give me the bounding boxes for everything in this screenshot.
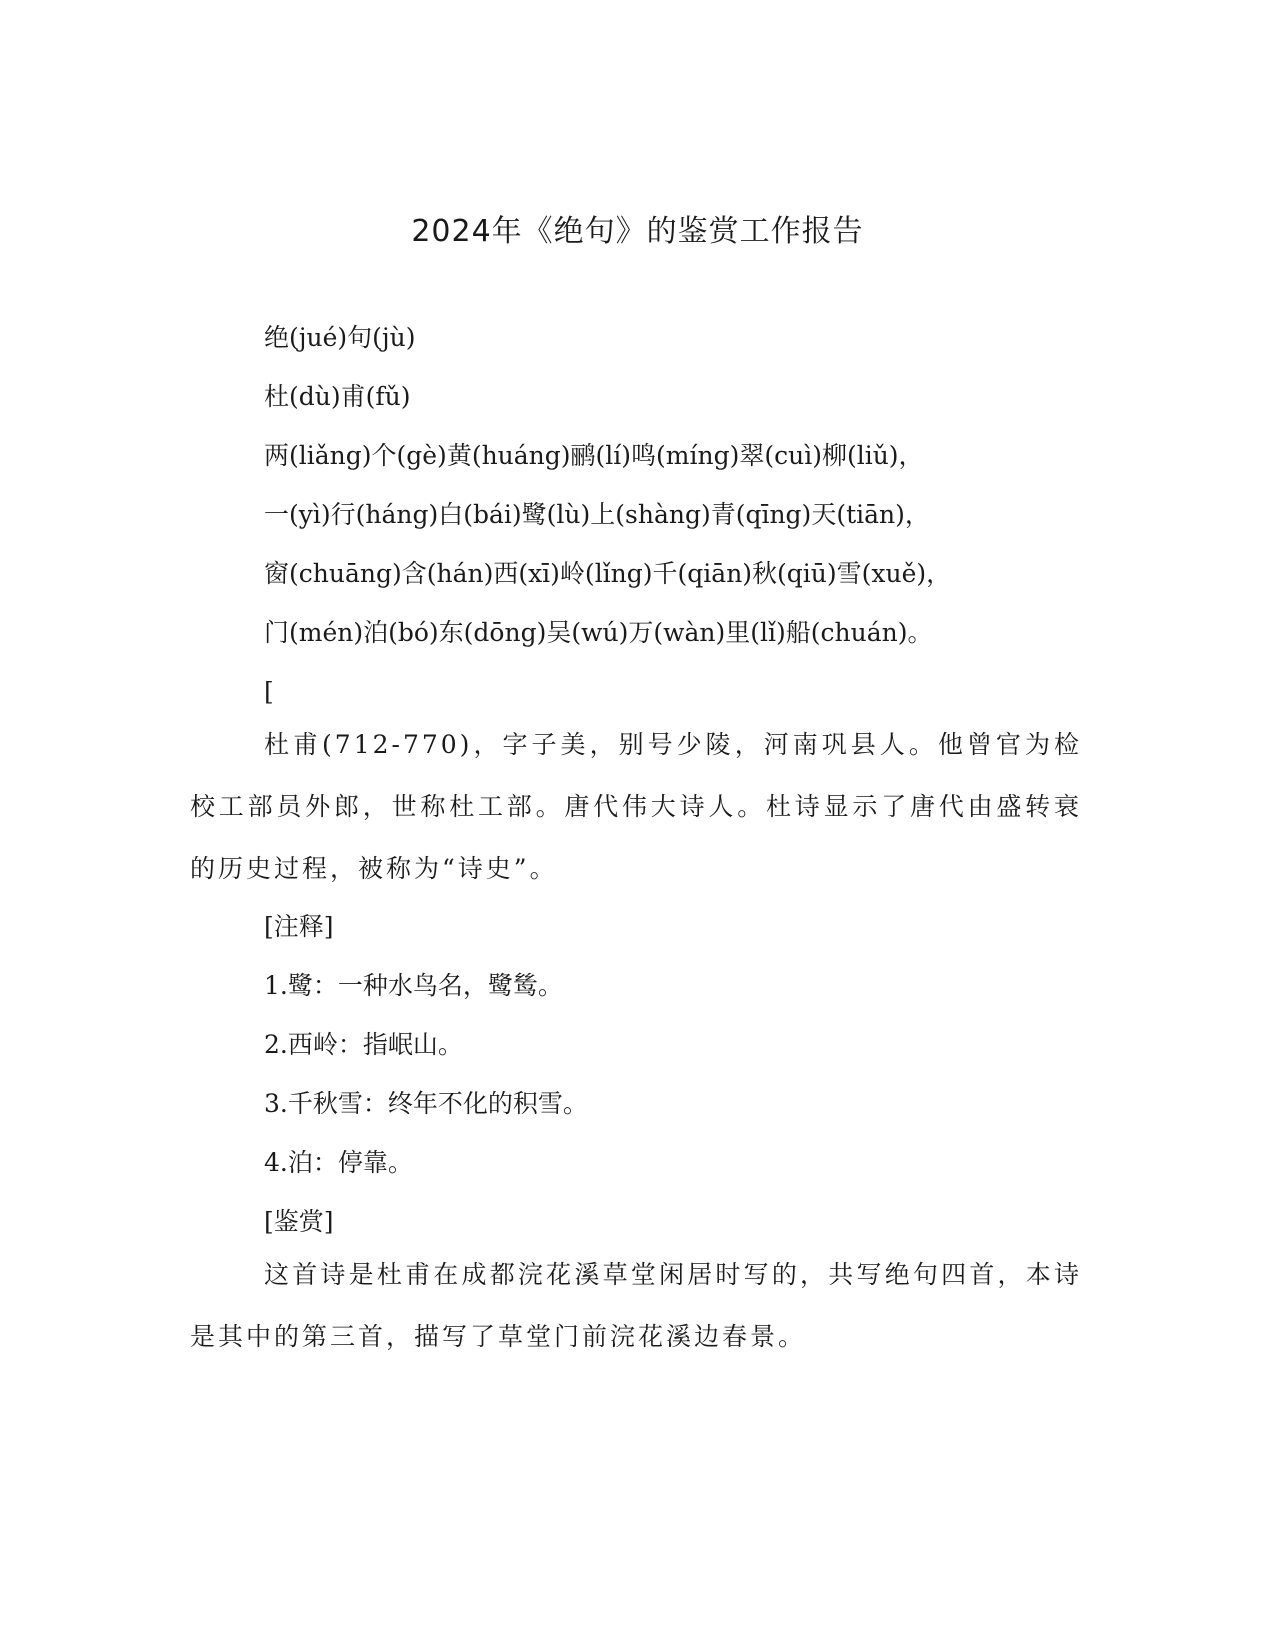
appreciation-paragraph: 这首诗是杜甫在成都浣花溪草堂闲居时写的，共写绝句四首，本诗是其中的第三首，描写了草堂门前浣花溪边春景。 xyxy=(190,1260,1082,1351)
poem-verse-3: 窗(chuāng)含(hán)西(xī)岭(lǐng)千(qiān)秋(qiū)雪(xuě)， xyxy=(264,559,952,588)
document-title: 2024年《绝句》的鉴赏工作报告 xyxy=(411,214,864,249)
poem-author-line: 杜(dù)甫(fǔ) xyxy=(264,382,411,411)
poem-title-line: 绝(jué)句(jù) xyxy=(264,323,416,352)
note-item-2: 2.西岭：指岷山。 xyxy=(264,1030,463,1059)
poem-verse-4: 门(mén)泊(bó)东(dōng)吴(wú)万(wàn)里(lǐ)船(chuán)。 xyxy=(264,618,933,647)
notes-heading: [注释] xyxy=(264,912,334,941)
bracket-line: [ xyxy=(264,677,274,706)
note-item-3: 3.千秋雪：终年不化的积雪。 xyxy=(264,1089,588,1118)
note-item-1: 1.鹭：一种水鸟名，鹭鸶。 xyxy=(264,971,563,1000)
appreciation-heading: [鉴赏] xyxy=(264,1207,334,1236)
poem-verse-1: 两(liǎng)个(gè)黄(huáng)鹂(lí)鸣(míng)翠(cuì)柳(liǔ)， xyxy=(264,441,924,470)
note-item-4: 4.泊：停靠。 xyxy=(264,1148,413,1177)
poem-verse-2: 一(yì)行(háng)白(bái)鹭(lù)上(shàng)青(qīng)天(tiān)， xyxy=(264,500,930,529)
author-intro-paragraph: 杜甫(712-770)，字子美，别号少陵，河南巩县人。他曾官为检校工部员外郎，世称杜工部。唐代伟大诗人。杜诗显示了唐代由盛转衰的历史过程，被称为“诗史”。 xyxy=(190,730,1082,883)
